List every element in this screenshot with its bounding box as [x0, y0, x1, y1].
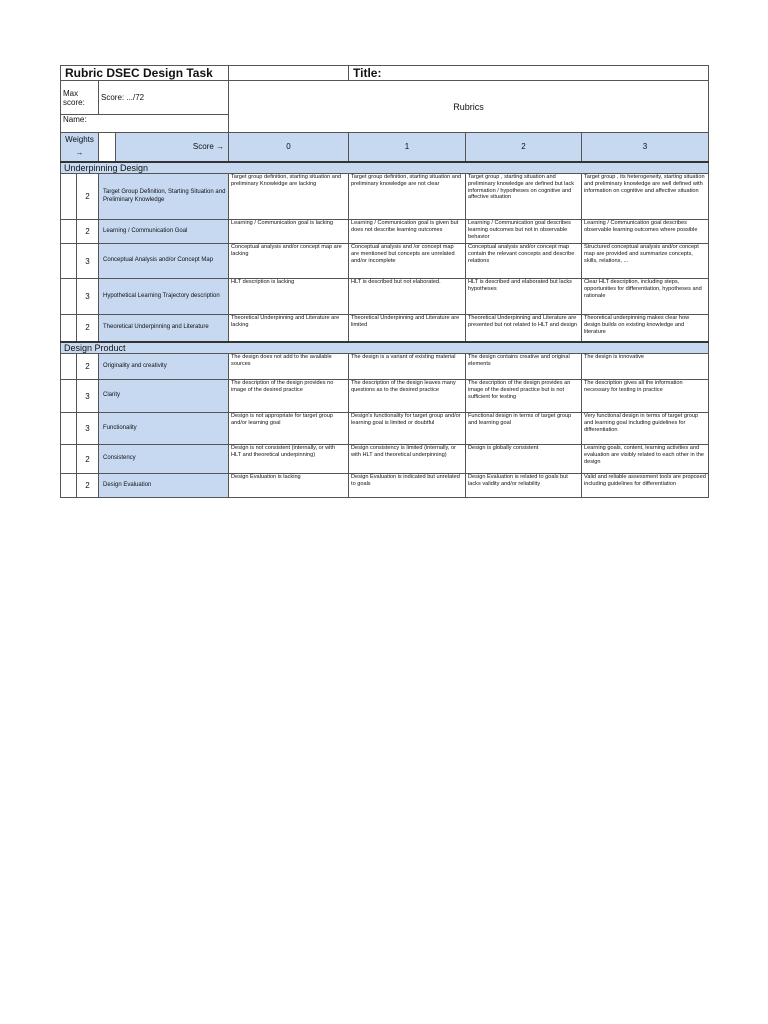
weight-cell: 2	[77, 174, 99, 220]
criterion-row	[61, 315, 709, 342]
level-2-descriptor: Design Evaluation is related to goals but lacks validity and/or reliability	[466, 474, 582, 498]
rubric-title: Rubric DSEC Design Task	[61, 66, 229, 81]
weight-cell: 3	[77, 380, 99, 413]
level-3-descriptor: Structured conceptual analysis and/or concept map are provided and summarize concepts, skills, relations, ...	[582, 244, 709, 279]
level-1-descriptor: Conceptual analysis and /or concept map are mentioned but concepts are unrelated and/or incomplete	[349, 244, 466, 279]
level-2-descriptor: Functional design in terms of target group and learning goal	[466, 413, 582, 445]
level-0-descriptor: The design does not add to the available sources	[229, 354, 349, 380]
level-0-descriptor: Theoretical Underpinning and Literature are lacking	[229, 315, 349, 342]
level-3-descriptor: Theoretical underpinning makes clear how design builds on existing knowledge and literature	[582, 315, 709, 342]
row-indent-cell	[61, 354, 77, 380]
criterion-row	[61, 279, 709, 315]
criterion-cell: Clarity	[99, 380, 229, 413]
weight-cell: 2	[77, 445, 99, 474]
score-arrow-header: Score →	[116, 133, 229, 162]
level-header-1: 1	[349, 133, 466, 162]
level-2-descriptor: The description of the design provides an image of the desired practice but is not sufficient for testing	[466, 380, 582, 413]
row-indent-cell	[61, 244, 77, 279]
level-0-descriptor: Target group definition, starting situation and preliminary Knowledge are lacking	[229, 174, 349, 220]
row-indent-cell	[61, 315, 77, 342]
level-header-3: 3	[582, 133, 709, 162]
level-3-descriptor: Valid and reliable assessment tools are proposed including guidelines for differentiation	[582, 474, 709, 498]
level-2-descriptor: Design is globally consistent	[466, 445, 582, 474]
level-0-descriptor: Learning / Communication goal is lacking	[229, 220, 349, 244]
section-header: Design Product	[61, 342, 709, 354]
criterion-cell: Functionality	[99, 413, 229, 445]
level-0-descriptor: Design Evaluation is lacking	[229, 474, 349, 498]
max-score-label: Max score:	[61, 81, 99, 115]
weight-cell: 3	[77, 413, 99, 445]
row-indent-cell	[61, 279, 77, 315]
name-label: Name:	[61, 115, 229, 133]
score-label: Score: .../72	[99, 81, 229, 115]
level-0-descriptor: HLT description is lacking	[229, 279, 349, 315]
weight-cell: 3	[77, 279, 99, 315]
level-3-descriptor: Clear HLT description, including steps, opportunities for differentiation, hypotheses and rationale	[582, 279, 709, 315]
criterion-cell: Originality and creativity	[99, 354, 229, 380]
row-indent-cell	[61, 413, 77, 445]
level-3-descriptor: The design is innovative	[582, 354, 709, 380]
weights-label: Weights	[65, 134, 94, 144]
weight-cell: 2	[77, 354, 99, 380]
criterion-row	[61, 413, 709, 445]
row-indent-cell	[61, 220, 77, 244]
level-3-descriptor: Learning goals, content, learning activities and evaluation are visibly related to each other in the design	[582, 445, 709, 474]
criterion-cell: Hypothetical Learning Trajectory description	[99, 279, 229, 315]
criterion-row	[61, 445, 709, 474]
weight-cell: 2	[77, 220, 99, 244]
weight-cell: 2	[77, 315, 99, 342]
level-2-descriptor: HLT is described and elaborated but lacks hypotheses	[466, 279, 582, 315]
criterion-row	[61, 474, 709, 498]
rubrics-heading: Rubrics	[229, 81, 709, 133]
level-2-descriptor: Target group , starting situation and preliminary knowledge are defined but lack information / hypotheses on cognitive and affective situation	[466, 174, 582, 220]
weight-cell: 2	[77, 474, 99, 498]
level-1-descriptor: Design's functionality for target group and/or learning goal is limited or doubtful	[349, 413, 466, 445]
level-1-descriptor: Design consistency is limited (internally, or with HLT and theoretical underpinning)	[349, 445, 466, 474]
right-arrow-icon: →	[75, 147, 84, 157]
criterion-row	[61, 244, 709, 279]
weight-cell: 3	[77, 244, 99, 279]
level-3-descriptor: Learning / Communication goal describes observable learning outcomes where possible	[582, 220, 709, 244]
criterion-cell: Target Group Definition, Starting Situation and Preliminary Knowledge	[99, 174, 229, 220]
rubric-table	[60, 65, 709, 498]
criterion-row	[61, 220, 709, 244]
level-header-2: 2	[466, 133, 582, 162]
criterion-cell: Design Evaluation	[99, 474, 229, 498]
section-header: Underpinning Design	[61, 162, 709, 174]
criterion-row	[61, 174, 709, 220]
level-1-descriptor: Theoretical Underpinning and Literature are limited	[349, 315, 466, 342]
criterion-cell: Consistency	[99, 445, 229, 474]
level-1-descriptor: The description of the design leaves many questions as to the desired practice	[349, 380, 466, 413]
level-2-descriptor: Learning / Communication goal describes learning outcomes but not in observable behavior	[466, 220, 582, 244]
level-1-descriptor: Learning / Communication goal is given but does not describe learning outcomes	[349, 220, 466, 244]
level-1-descriptor: The design is a variant of existing material	[349, 354, 466, 380]
weights-header	[61, 133, 99, 162]
level-header-0: 0	[229, 133, 349, 162]
level-1-descriptor: Target group definition, starting situation and preliminary knowledge are not clear	[349, 174, 466, 220]
row-indent-cell	[61, 380, 77, 413]
criterion-row	[61, 354, 709, 380]
row-indent-cell	[61, 445, 77, 474]
level-3-descriptor: Very functional design in terms of target group and learning goal including guidelines for differentiation	[582, 413, 709, 445]
level-2-descriptor: Conceptual analysis and/or concept map contain the relevant concepts and describe relations	[466, 244, 582, 279]
level-3-descriptor: Target group , its heterogeneity, starting situation and preliminary knowledge are well defined with information on cognitive and affective situation	[582, 174, 709, 220]
row-indent-cell	[61, 474, 77, 498]
level-0-descriptor: Conceptual analysis and/or concept map are lacking	[229, 244, 349, 279]
level-2-descriptor: Theoretical Underpinning and Literature are presented but not related to HLT and design	[466, 315, 582, 342]
level-2-descriptor: The design contains creative and original elements	[466, 354, 582, 380]
level-0-descriptor: Design is not appropriate for target group and/or learning goal	[229, 413, 349, 445]
header-spacer	[99, 133, 116, 162]
criterion-cell: Theoretical Underpinning and Literature	[99, 315, 229, 342]
level-3-descriptor: The description gives all the information necessary for testing in practice	[582, 380, 709, 413]
level-1-descriptor: Design Evaluation is indicated but unrelated to goals	[349, 474, 466, 498]
criterion-row	[61, 380, 709, 413]
criterion-cell: Conceptual Analysis and/or Concept Map	[99, 244, 229, 279]
level-0-descriptor: The description of the design provides no image of the desired practice	[229, 380, 349, 413]
level-1-descriptor: HLT is described but not elaborated.	[349, 279, 466, 315]
blank-title-cell	[229, 66, 349, 81]
level-0-descriptor: Design is not consistent (internally, or with HLT and theoretical underpinning)	[229, 445, 349, 474]
row-indent-cell	[61, 174, 77, 220]
criterion-cell: Learning / Communication Goal	[99, 220, 229, 244]
title-label: Title:	[349, 66, 709, 81]
